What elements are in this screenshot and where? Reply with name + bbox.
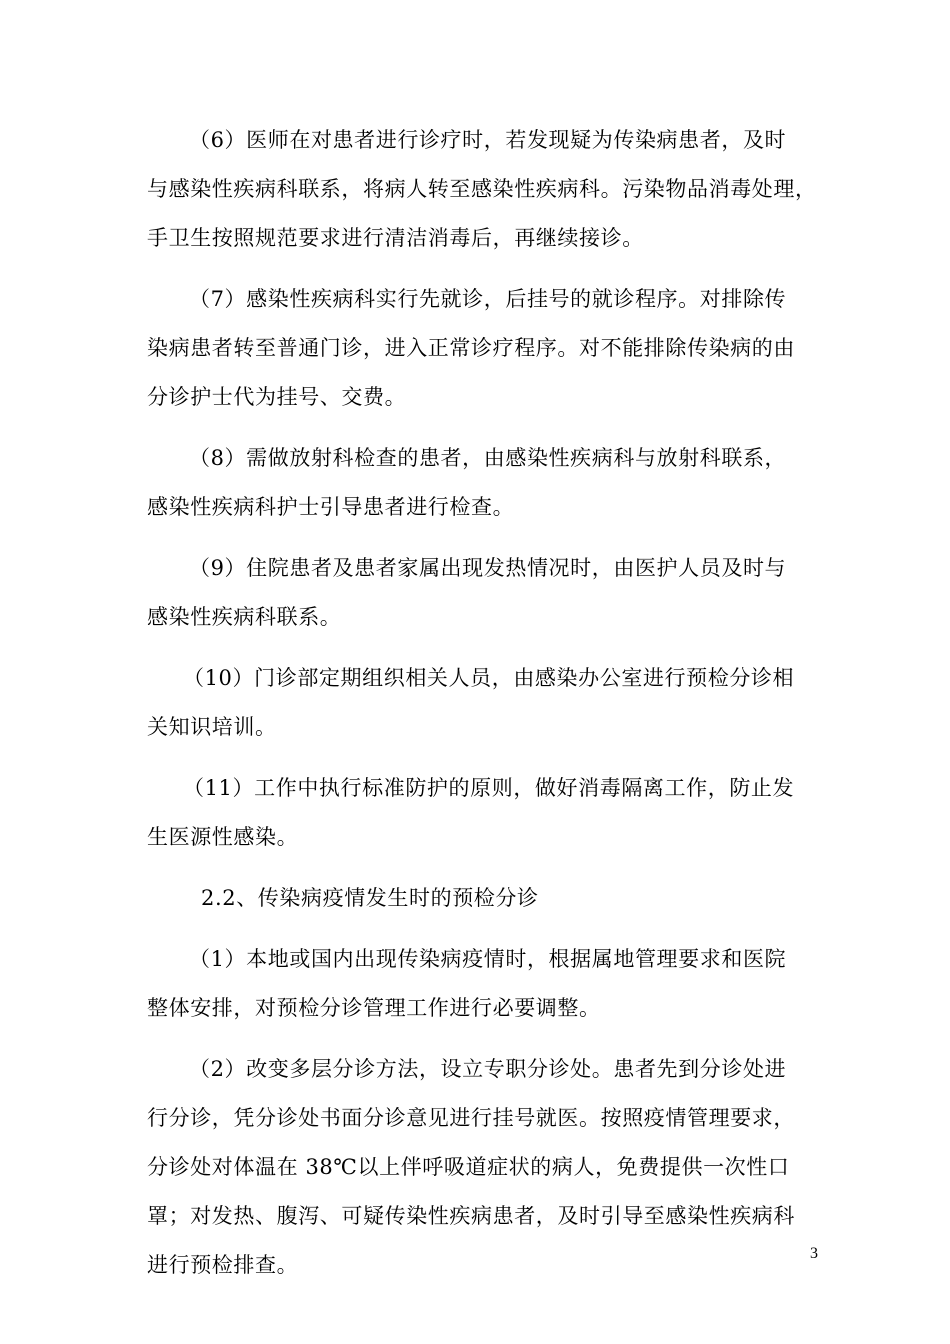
paragraph-line: 进行预检排查。 xyxy=(147,1253,299,1277)
paragraph-line: 分诊处对体温在 38℃以上伴呼吸道症状的病人，免费提供一次性口 xyxy=(147,1155,790,1179)
paragraph-line: （9）住院患者及患者家属出现发热情况时，由医护人员及时与 xyxy=(189,556,787,580)
paragraph-line: 染病患者转至普通门诊，进入正常诊疗程序。对不能排除传染病的由 xyxy=(147,336,795,360)
paragraph-line: 整体安排，对预检分诊管理工作进行必要调整。 xyxy=(147,996,601,1020)
paragraph-6 xyxy=(147,116,817,263)
paragraph-line: 感染性疾病科联系。 xyxy=(147,605,342,629)
paragraph-line: 手卫生按照规范要求进行清洁消毒后，再继续接诊。 xyxy=(147,226,644,250)
paragraph-line: 与感染性疾病科联系，将病人转至感染性疾病科。污染物品消毒处理， xyxy=(147,177,817,201)
paragraph-line: （1）本地或国内出现传染病疫情时，根据属地管理要求和医院 xyxy=(189,947,787,971)
paragraph-2-2-1 xyxy=(147,935,807,1033)
paragraph-line: 关知识培训。 xyxy=(147,715,277,739)
paragraph-7 xyxy=(147,275,807,422)
paragraph-line: （10）门诊部定期组织相关人员，由感染办公室进行预检分诊相 xyxy=(183,666,795,690)
paragraph-line: （7）感染性疾病科实行先就诊，后挂号的就诊程序。对排除传 xyxy=(189,287,787,311)
paragraph-9 xyxy=(147,544,807,642)
page-number: 3 xyxy=(810,1245,818,1262)
paragraph-11 xyxy=(147,764,807,862)
section-heading-2-2 xyxy=(147,874,807,923)
paragraph-line: 行分诊，凭分诊处书面分诊意见进行挂号就医。按照疫情管理要求， xyxy=(147,1106,795,1130)
paragraph-line: 分诊护士代为挂号、交费。 xyxy=(147,385,407,409)
paragraph-line: 罩；对发热、腹泻、可疑传染性疾病患者，及时引导至感染性疾病科 xyxy=(147,1204,795,1228)
paragraph-line: （8）需做放射科检查的患者，由感染性疾病科与放射科联系， xyxy=(189,446,787,470)
section-heading: 2.2、传染病疫情发生时的预检分诊 xyxy=(201,886,539,910)
paragraph-2-2-2 xyxy=(147,1045,807,1290)
paragraph-line: 感染性疾病科护士引导患者进行检查。 xyxy=(147,495,515,519)
paragraph-line: （6）医师在对患者进行诊疗时，若发现疑为传染病患者，及时 xyxy=(189,128,787,152)
paragraph-line: 生医源性感染。 xyxy=(147,825,299,849)
paragraph-line: （2）改变多层分诊方法，设立专职分诊处。患者先到分诊处进 xyxy=(189,1057,787,1081)
paragraph-8 xyxy=(147,434,807,532)
paragraph-10 xyxy=(147,654,807,752)
document-body xyxy=(147,116,817,1302)
paragraph-line: （11）工作中执行标准防护的原则，做好消毒隔离工作，防止发 xyxy=(183,776,795,800)
